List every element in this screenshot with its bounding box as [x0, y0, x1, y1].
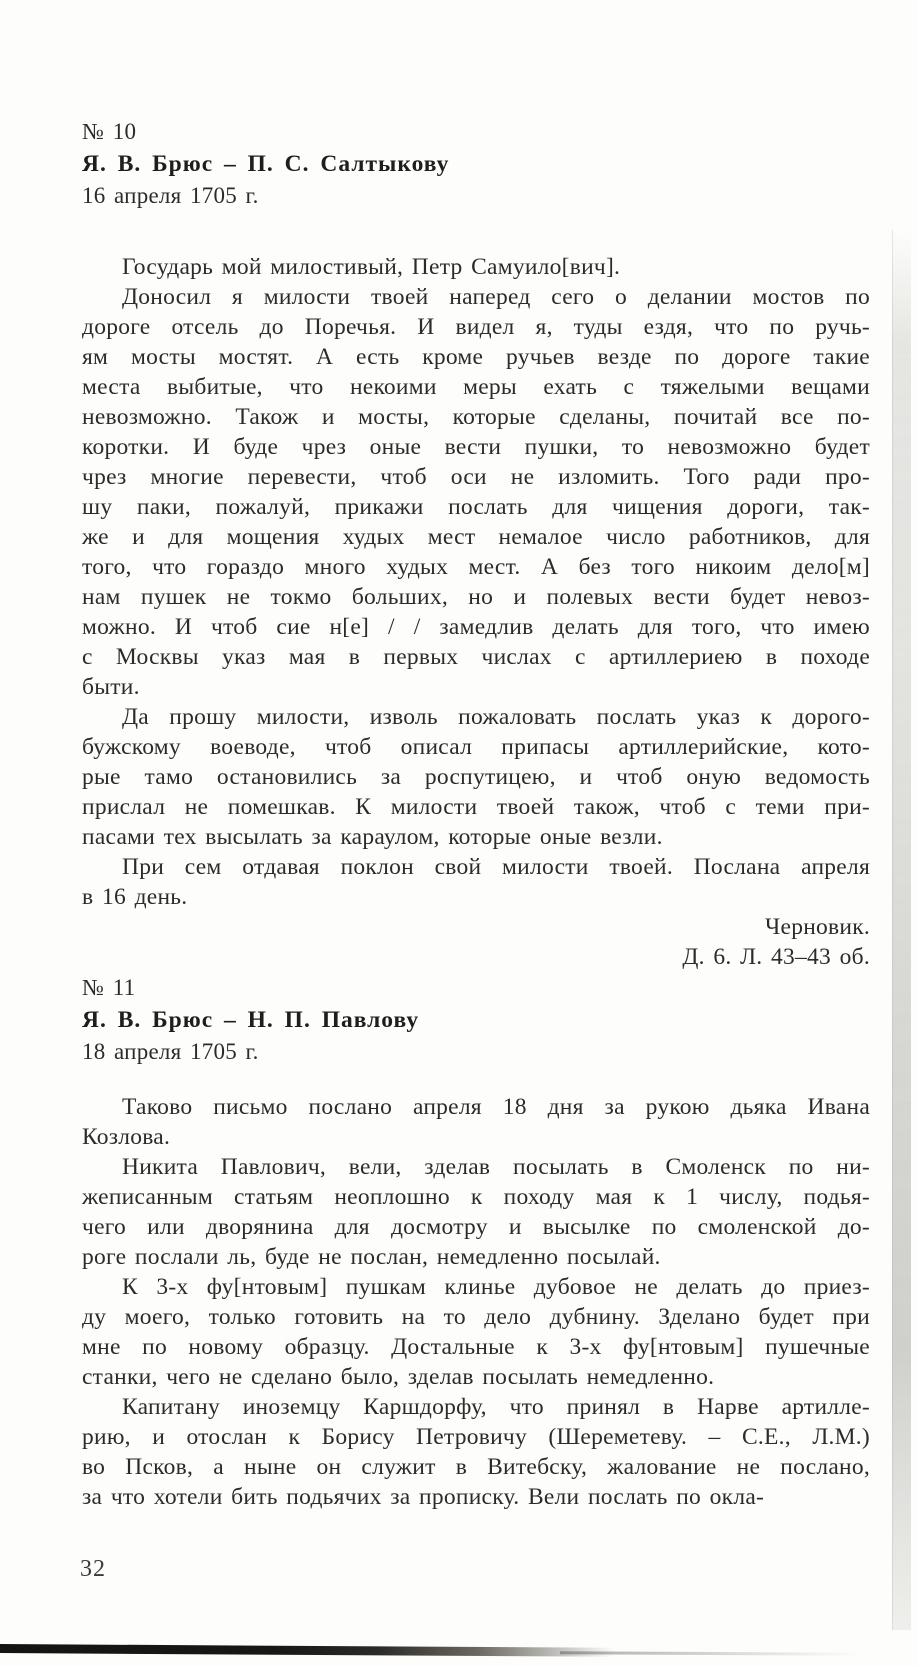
text-line: ям мосты мостят. А есть кроме ручьев везде по дороге такие [82, 344, 870, 370]
text-line: шу паки, пожалуй, прикажи послать для чищения дороги, так- [82, 494, 870, 520]
letter-11-header [82, 972, 870, 1068]
text-line: быти. [82, 674, 140, 700]
text-line: можно. И чтоб сие н[е] / / замедлив делать для того, что имею [82, 614, 870, 640]
scan-artifact-right-edge-streak [892, 230, 911, 1630]
text-line: Доносил я милости твоей наперед сего о делании мостов по [122, 284, 870, 310]
letter-10-header [82, 116, 870, 212]
text-line: с Москвы указ мая в первых числах с артиллериею в походе [82, 644, 870, 670]
text-line: жеписанным статьям неоплошно к походу мая к 1 числу, подья- [82, 1184, 870, 1210]
text-line: прислал не помешкав. К милости твоей також, чтоб с теми при- [82, 794, 870, 820]
letter-number: № 10 [82, 119, 137, 144]
text-line: мне по новому образцу. Достальные к 3-х фу[нтовым] пушечные [82, 1334, 870, 1360]
text-line: места выбитые, что некоими меры ехать с тяжелыми вещами [82, 374, 870, 400]
text-line: Капитану иноземцу Каршдорфу, что принял в Нарве артилле- [122, 1394, 870, 1420]
text-line: ду моего, только готовить на то дело дубнину. Зделано будет при [82, 1304, 870, 1330]
paragraph [82, 1152, 870, 1272]
text-line: Да прошу милости, изволь пожаловать послать указ к дорого- [122, 704, 870, 730]
spacer [82, 1068, 870, 1092]
letter-11 [82, 972, 870, 1512]
text-line: Государь мой милостивый, Петр Самуило[вич]. [122, 254, 621, 280]
text-line: в 16 день. [82, 884, 188, 910]
paragraph [82, 1092, 870, 1152]
text-line: чрез многие перевести, чтоб оси не изломить. Того ради про- [82, 464, 870, 490]
text-line: невозможно. Також и мосты, которые сделаны, почитай все по- [82, 404, 870, 430]
text-line: за что хотели бить подьячих за прописку. Вели послать по окла- [82, 1484, 765, 1510]
text-line: дороге отсель до Поречья. И видел я, туды ездя, что по ручь- [82, 314, 870, 340]
scan-artifact-bottom-bar [0, 1644, 614, 1657]
text-line: бужскому воеводе, чтоб описал припасы артиллерийские, кото- [82, 734, 870, 760]
paragraph [82, 1272, 870, 1392]
text-line: чего или дворянина для досмотру и высылке по смоленской до- [82, 1214, 870, 1240]
paragraph [82, 1392, 870, 1512]
text-line: Таково письмо послано апреля 18 дня за рукою дьяка Ивана [122, 1094, 870, 1120]
text-line: коротки. И буде чрез оные вести пушки, то невозможно будет [82, 434, 870, 460]
letter-title: Я. В. Брюс – П. С. Салтыкову [82, 151, 450, 177]
draft-note: Черновик. [765, 914, 870, 940]
text-line: того, что гораздо много худых мест. А без того никоим дело[м] [82, 554, 870, 580]
text-line: же и для мощения худых мест немалое число работников, для [82, 524, 870, 550]
letter-date: 18 апреля 1705 г. [82, 1039, 259, 1064]
text-line: К 3-х фу[нтовым] пушкам клинье дубовое не делать до приез- [122, 1274, 870, 1300]
text-line: роге послали ль, буде не послан, немедленно посылай. [82, 1244, 661, 1270]
letter-number: № 11 [82, 975, 136, 1000]
text-line: пасами тех высылать за караулом, которые оные везли. [82, 824, 663, 850]
text-line: во Псков, а ныне он служит в Витебску, жалование не послано, [82, 1454, 870, 1480]
text-line: нам пушек не токмо больших, но и полевых вести будет невоз- [82, 584, 870, 610]
spacer [82, 212, 870, 252]
text-line: При сем отдавая поклон свой милости твоей. Послана апреля [122, 854, 870, 880]
text-line: Козлова. [82, 1124, 171, 1150]
page-number: 32 [80, 1556, 106, 1582]
text-line: рию, и отослан к Борису Петровичу (Шереметеву. – С.Е., Л.М.) [82, 1424, 870, 1450]
salutation-paragraph [82, 252, 870, 282]
archive-ref: Д. 6. Л. 43–43 об. [682, 944, 870, 970]
letter-date: 16 апреля 1705 г. [82, 183, 259, 208]
signoff-block [82, 912, 870, 972]
paragraph [82, 702, 870, 852]
text-line: станки, чего не сделано было, зделав посылать немедленно. [82, 1364, 715, 1390]
letter-10 [82, 116, 870, 972]
text-block [82, 116, 870, 1512]
text-line: Никита Павлович, вели, зделав посылать в Смоленск по ни- [122, 1154, 870, 1180]
text-line: рые тамо остановились за роспутицею, и чтоб оную ведомость [82, 764, 870, 790]
paragraph [82, 852, 870, 912]
letter-title: Я. В. Брюс – Н. П. Павлову [82, 1007, 420, 1033]
paragraph [82, 282, 870, 702]
